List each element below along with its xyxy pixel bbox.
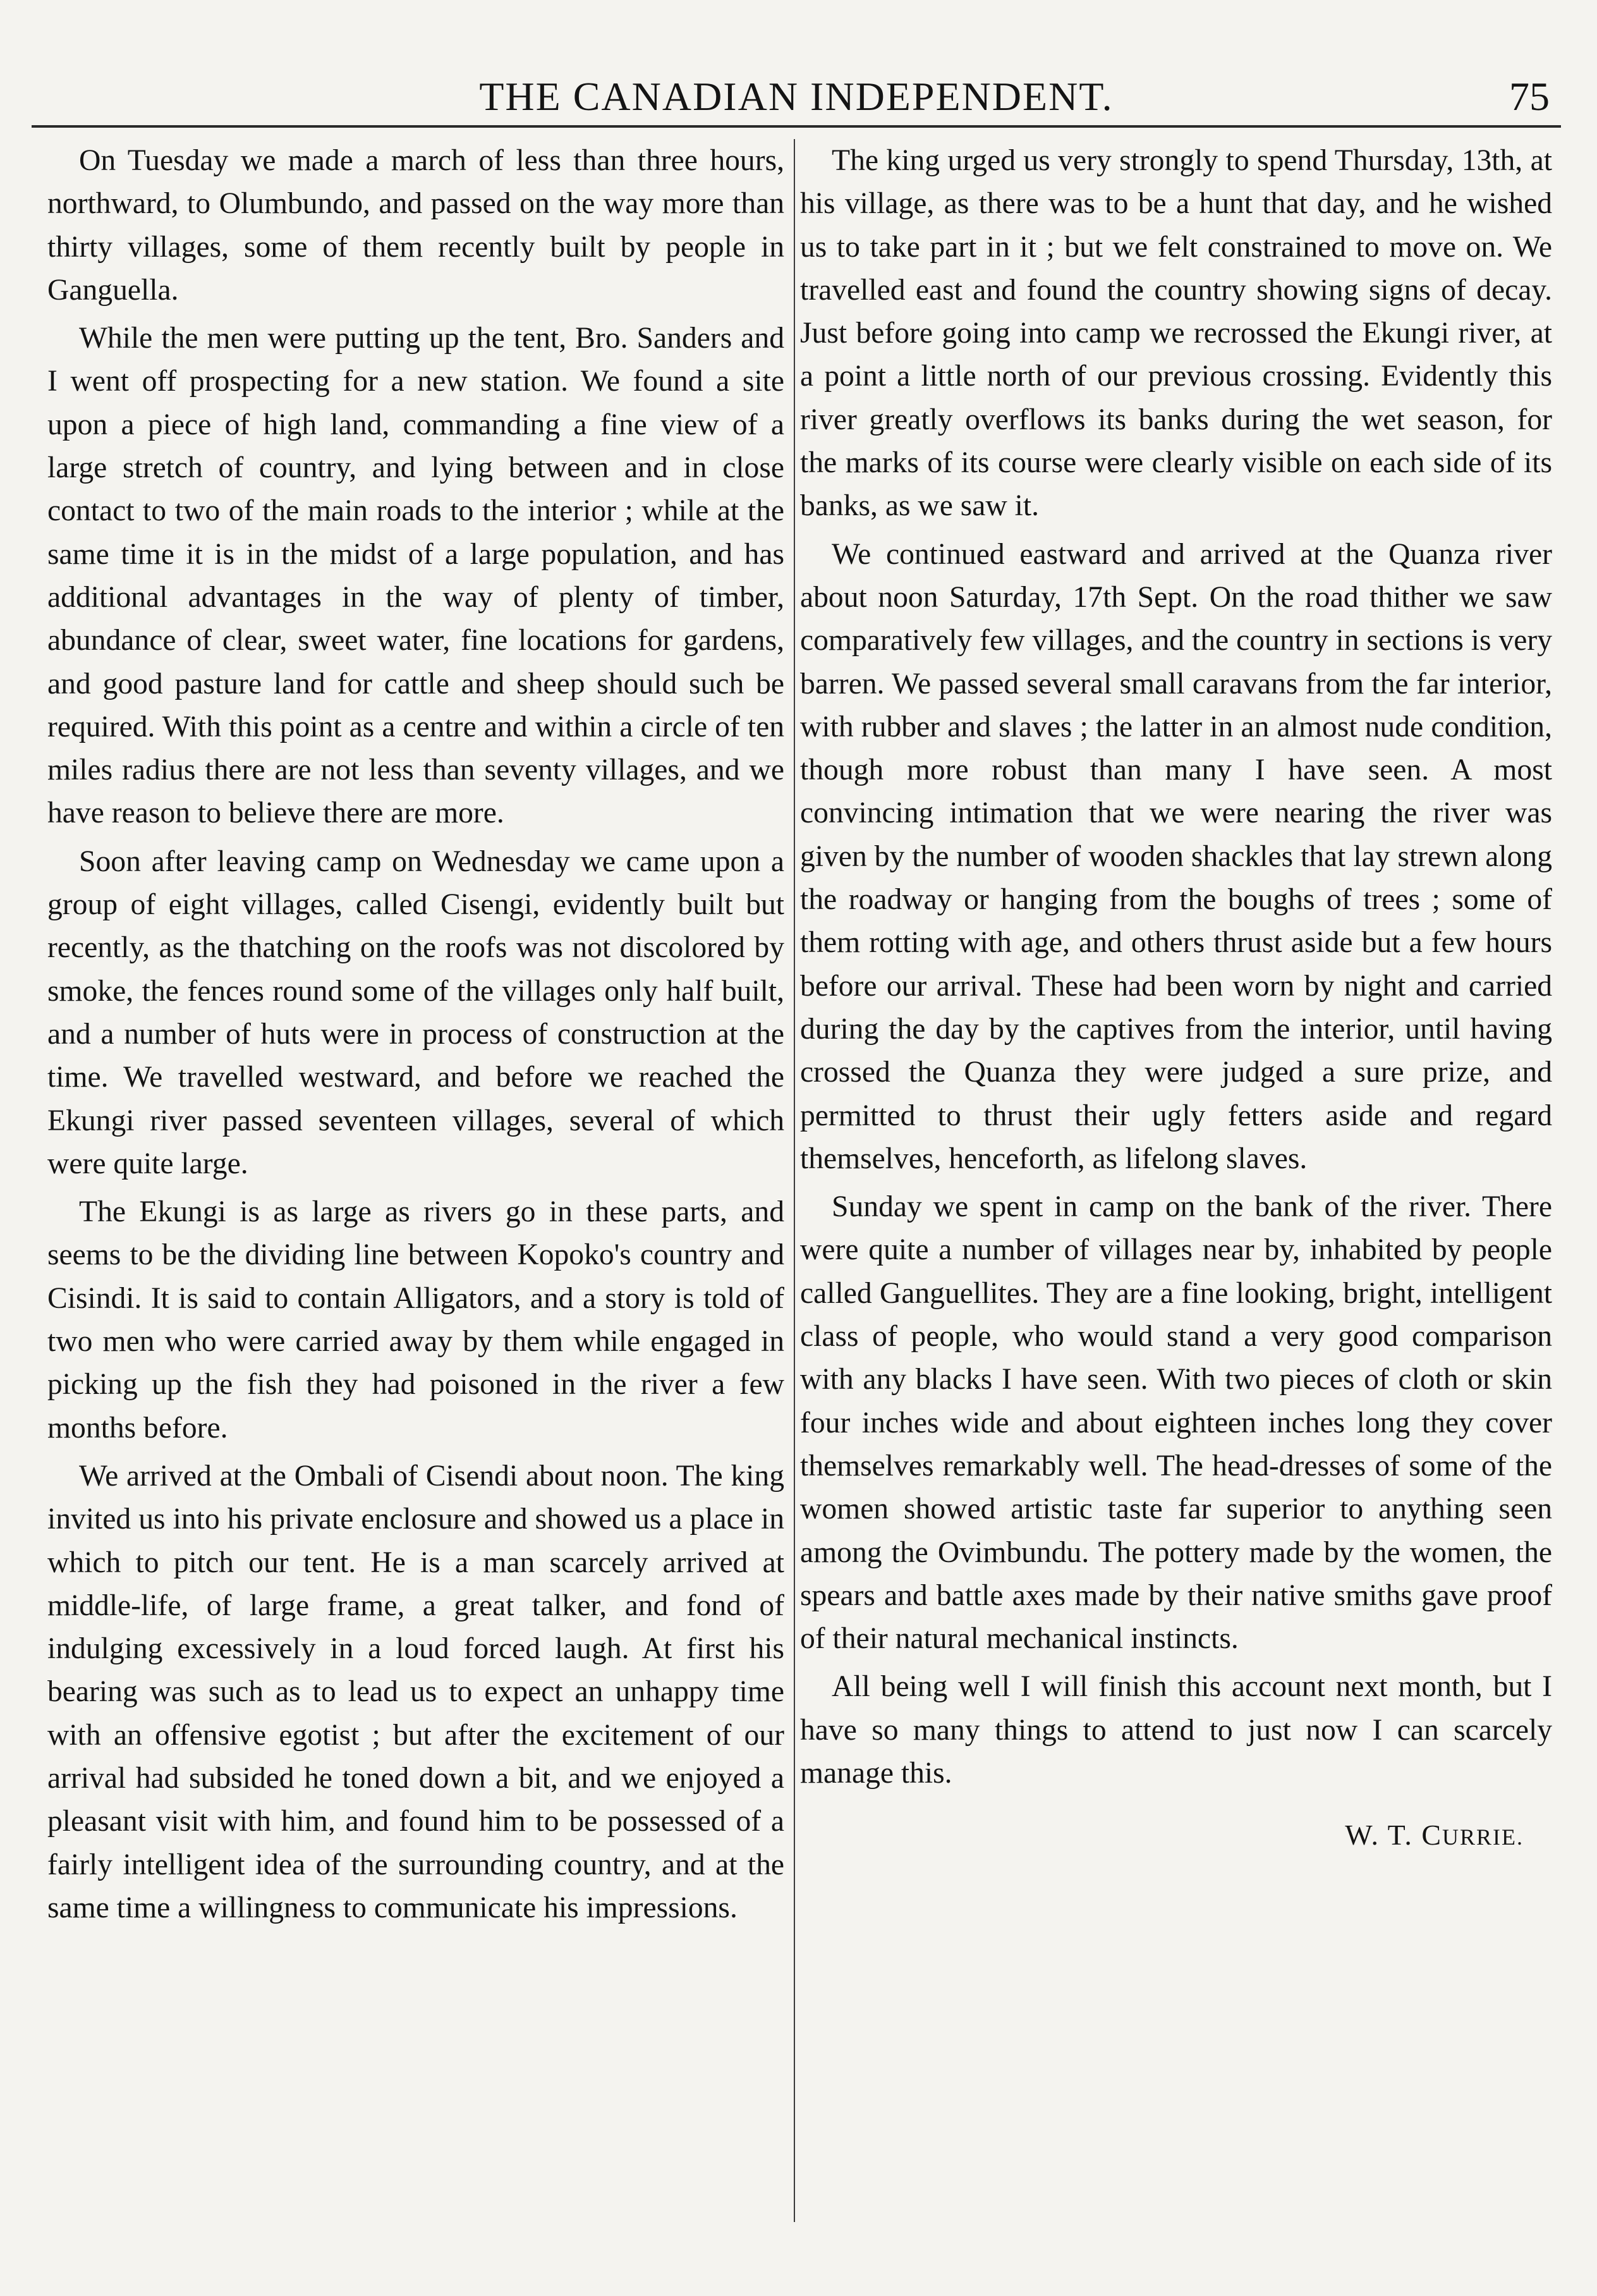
paragraph: Soon after leaving camp on Wednesday we came upon a group of eight villages, called Cisengi, evidently built but recently, as the thatching on the roofs was not discolored by smoke, the fences round some of the villages only half built, and a number of huts were in process of construction at the time. We travelled westward, and before we reached the Ekungi river passed seventeen villages, several of which were quite large. [47, 845, 784, 1180]
journal-title: THE CANADIAN INDEPENDENT. [479, 74, 1114, 119]
paragraph: Sunday we spent in camp on the bank of the river. There were quite a number of villages near by, inhabited by people called Ganguellites. They are a fine looking, bright, intelligent class of people, who would stand a very good comparison with any blacks I have seen. With two pieces of cloth or skin four inches wide and about eighteen inches long they cover themselves remarkably well. The head-dresses of some of the women showed artistic taste far superior to anything seen among the Ovimbundu. The pottery made by the women, the spears and battle axes made by their native smiths gave proof of their natural mechanical instincts. [800, 1190, 1552, 1656]
paragraph: While the men were putting up the tent, Bro. Sanders and I went off prospecting for a new station. We found a site upon a piece of high land, commanding a fine view of a large stretch of country, and lying between and in close contact to two of the main roads to the interior ; while at the same time it is in the midst of a large population, and has additional advantages in the way of plenty of timber, abundance of clear, sweet water, fine locations for gardens, and good pasture land for cattle and sheep should such be required. With this point as a centre and within a circle of ten miles radius there are not less than seventy villages, and we have reason to believe there are more. [47, 322, 784, 830]
signature-surname: URRIE. [1442, 1824, 1524, 1850]
page-number: 75 [1509, 74, 1550, 119]
author-signature [800, 1814, 1552, 1859]
paragraph: On Tuesday we made a march of less than three hours, northward, to Olumbundo, and passed on the way more than thirty villages, some of them recently built by people in Ganguella. [47, 144, 784, 307]
signature-initials: W. T. C [1345, 1819, 1442, 1852]
paragraph: The Ekungi is as large as rivers go in these parts, and seems to be the dividing line between Kopoko's country and Cisindi. It is said to contain Alligators, and a story is told of two men who were carried away by them while engaged in picking up the fish they had poisoned in the river a few months before. [47, 1195, 784, 1444]
right-column [800, 139, 1552, 1859]
paragraph: All being well I will finish this account next month, but I have so many things to attend to just now I can scarcely manage this. [800, 1670, 1552, 1790]
paragraph: The king urged us very strongly to spend Thursday, 13th, at his village, as there was to be a hunt that day, and he wished us to take part in it ; but we felt constrained to move on. We travelled east and found the country showing signs of decay. Just before going into camp we recrossed the Ekungi river, at a point a little north of our previous crossing. Evidently this river greatly overflows its banks during the wet season, for the marks of its course were clearly visible on each side of its banks, as we saw it. [800, 144, 1552, 523]
left-column [47, 139, 784, 1929]
page-header [32, 68, 1561, 128]
paragraph: We arrived at the Ombali of Cisendi about noon. The king invited us into his private enclosure and showed us a place in which to pitch our tent. He is a man scarcely arrived at middle-life, of large frame, a great talker, and fond of indulging excessively in a loud forced laugh. At first his bearing was such as to lead us to expect an unhappy time with an offensive egotist ; but after the excitement of our arrival had subsided he toned down a bit, and we enjoyed a pleasant visit with him, and found him to be possessed of a fairly intelligent idea of the surrounding country, and at the same time a willingness to communicate his impressions. [47, 1459, 784, 1924]
paragraph: We continued eastward and arrived at the Quanza river about noon Saturday, 17th Sept. On the road thither we saw comparatively few villages, and the country in sections is very barren. We passed several small caravans from the far interior, with rubber and slaves ; the latter in an almost nude condition, though more robust than many I have seen. A most convincing intimation that we were nearing the river was given by the number of wooden shackles that lay strewn along the roadway or hanging from the boughs of trees ; some of them rotting with age, and others thrust aside but a few hours before our arrival. These had been worn by night and carried during the day by the captives from the interior, until having crossed the Quanza they were judged a sure prize, and permitted to thrust their ugly fetters aside and regard themselves, henceforth, as lifelong slaves. [800, 537, 1552, 1175]
column-divider [794, 139, 795, 2222]
